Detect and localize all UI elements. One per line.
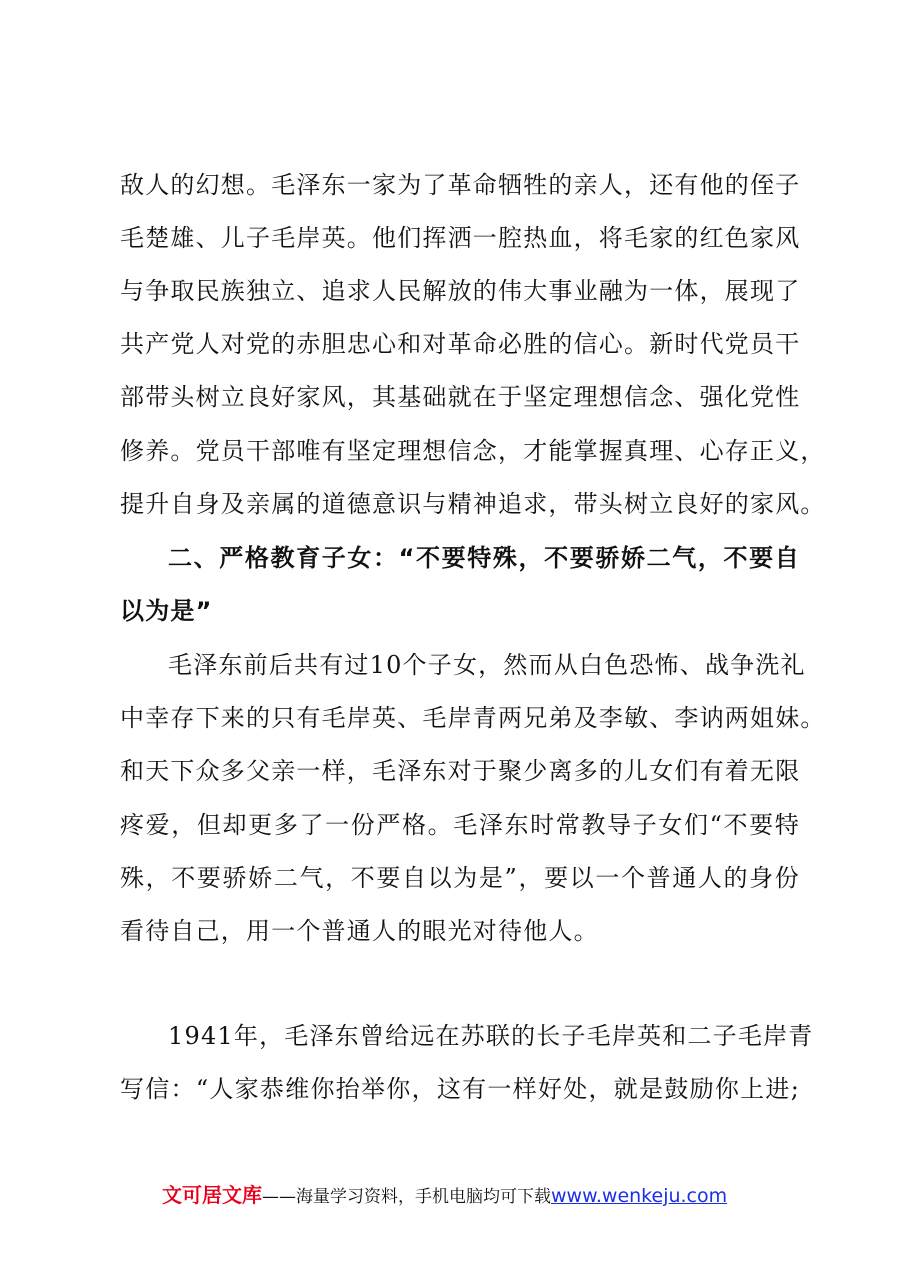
body-line-3: 与争取民族独立、追求人民解放的伟大事业融为一体，展现了: [120, 277, 801, 305]
body-line-7: 提升自身及亲属的道德意识与精神追求，带头树立良好的家风。: [120, 490, 826, 518]
para3-line-1: 1941年，毛泽东曾给远在苏联的长子毛岸英和二子毛岸青: [168, 1022, 814, 1050]
footer-brand: 文可居文库: [162, 1183, 262, 1207]
para2-line-1: 毛泽东前后共有过10个子女，然而从白色恐怖、战争洗礼: [168, 651, 806, 679]
para2-line-5: 殊，不要骄娇二气，不要自以为是”，要以一个普通人的身份: [120, 864, 800, 892]
para2-line-6: 看待自己，用一个普通人的眼光对待他人。: [120, 917, 599, 945]
body-line-5: 部带头树立良好家风，其基础就在于坚定理想信念、强化党性: [120, 383, 801, 411]
para2-line-3: 和天下众多父亲一样，毛泽东对于聚少离多的儿女们有着无限: [120, 757, 801, 785]
footer-slogan: ——海量学习资料，手机电脑均可下载: [262, 1187, 551, 1207]
body-line-6: 修养。党员干部唯有坚定理想信念，才能掌握真理、心存正义，: [120, 437, 826, 465]
footer-banner: [162, 1182, 727, 1210]
body-line-4: 共产党人对党的赤胆忠心和对革命必胜的信心。新时代党员干: [120, 330, 801, 358]
section-heading-line-1: 二、严格教育子女：“不要特殊，不要骄娇二气，不要自: [168, 544, 800, 572]
footer-site-link[interactable]: www.wenkeju.com: [551, 1185, 728, 1207]
body-line-2: 毛楚雄、儿子毛岸英。他们挥洒一腔热血，将毛家的红色家风: [120, 224, 801, 252]
para2-line-2: 中幸存下来的只有毛岸英、毛岸青两兄弟及李敏、李讷两姐妹。: [120, 704, 826, 732]
section-heading-line-2: 以为是”: [120, 597, 213, 625]
body-line-1: 敌人的幻想。毛泽东一家为了革命牺牲的亲人，还有他的侄子: [120, 171, 801, 199]
para3-line-2: 写信：“人家恭维你抬举你，这有一样好处，就是鼓励你上进;: [120, 1075, 800, 1103]
para2-line-4: 疼爱，但却更多了一份严格。毛泽东时常教导子女们“不要特: [120, 811, 800, 839]
